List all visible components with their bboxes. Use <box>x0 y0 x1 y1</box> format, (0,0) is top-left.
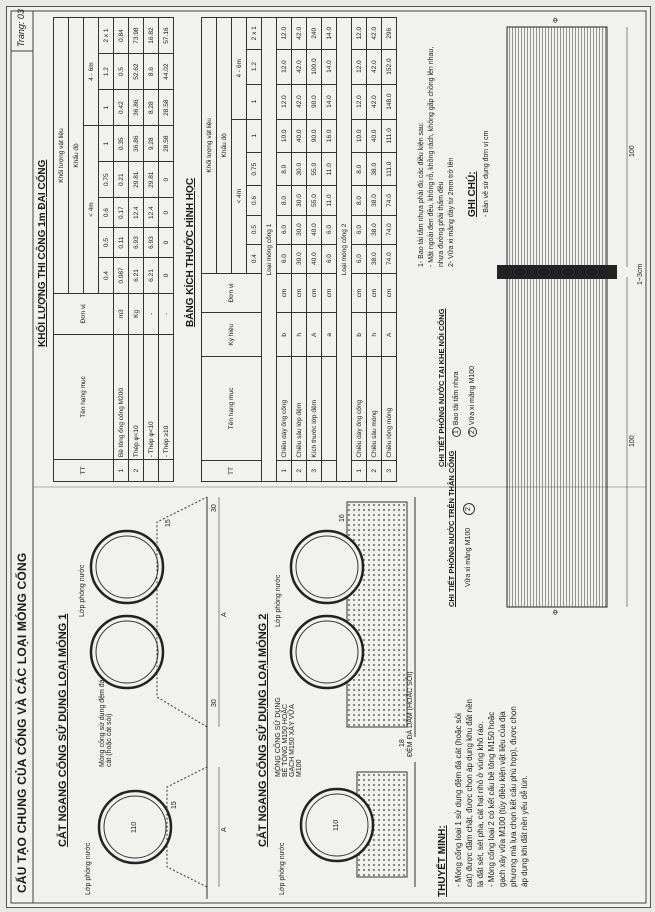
t1-h-tt: TT <box>54 460 114 482</box>
cell: cm <box>277 273 292 313</box>
cell: 12.4 <box>144 198 159 228</box>
cell: 2 <box>129 460 144 482</box>
joint-dim-100b: 100 <box>629 145 636 157</box>
s1-dim-A: A <box>221 827 228 832</box>
cell: 6.21 <box>144 257 159 293</box>
cell: 74.0 <box>382 215 397 244</box>
cell: cm <box>367 273 382 313</box>
cell: 12.0 <box>352 18 367 50</box>
cell: m3 <box>114 294 129 335</box>
cell: 12.4 <box>129 198 144 228</box>
cell: 8.28 <box>144 90 159 126</box>
cell: 0.087 <box>114 257 129 293</box>
s1-dim-15a: 15 <box>171 801 178 809</box>
cell: 240 <box>307 18 322 50</box>
cell: 6.0 <box>352 244 367 273</box>
cell: 0.35 <box>114 126 129 162</box>
cell: a <box>322 313 337 357</box>
cell: 28.58 <box>159 126 174 162</box>
t2-group1: Loại móng cống 1 <box>262 18 277 482</box>
t2-h-diam: Khẩu độ <box>217 18 232 274</box>
joint-item-num: 1 <box>452 427 461 437</box>
main-title: CẤU TẠO CHUNG CỦA CỐNG VÀ CÁC LOẠI MÓNG CỐNG <box>15 552 29 893</box>
table-row <box>129 18 144 482</box>
cell: 6.21 <box>129 257 144 293</box>
cell: Chiều sâu móng <box>367 357 382 460</box>
cell: 42.0 <box>367 84 382 119</box>
cell: 30.0 <box>292 244 307 273</box>
section1-title: CẮT NGANG CỐNG SỬ DỤNG LOẠI MÓNG 1 <box>57 613 69 847</box>
t2-col: 0.5 <box>247 215 262 244</box>
cell: 6.0 <box>322 244 337 273</box>
cell: 36.86 <box>129 126 144 162</box>
cell: 100.0 <box>307 49 322 84</box>
cell: 6.0 <box>277 215 292 244</box>
cell: 0 <box>159 257 174 293</box>
cell: - <box>159 294 174 335</box>
page-label: Trang: 03 <box>16 9 26 47</box>
t2-col: 0.75 <box>247 153 262 186</box>
t1-h-group: Khối lượng vật liệu <box>54 18 69 294</box>
cell: 38.0 <box>367 153 382 186</box>
cell: 296 <box>382 18 397 50</box>
cell: 40.0 <box>307 215 322 244</box>
t1-h-range: 4 - 6m <box>84 18 99 126</box>
explain-line: phương mà lựa chọn kết cấu phù hợp), được chọn <box>509 706 518 887</box>
detail-body-mark: 2 <box>463 503 475 515</box>
t1-col: 0.75 <box>99 162 114 198</box>
joint-item-num: 2 <box>468 427 477 437</box>
t2-col: 0.4 <box>247 244 262 273</box>
joint-dim-gap: 1~3cm <box>637 263 644 285</box>
s1-base-label: Móng cống sử dụng đệm đá cát (hoặc cát sỏi) <box>99 679 113 767</box>
cell: 57.16 <box>159 18 174 54</box>
section2-title: CẮT NGANG CỐNG SỬ DỤNG LOẠI MÓNG 2 <box>257 613 269 847</box>
table-row <box>114 18 129 482</box>
cell: 0 <box>159 228 174 258</box>
cell: Chiều dày ống cống <box>277 357 292 460</box>
cell <box>159 460 174 482</box>
cell: 152.0 <box>382 49 397 84</box>
cell: 29.81 <box>144 162 159 198</box>
cell: 40.0 <box>307 244 322 273</box>
cell: 0 <box>159 198 174 228</box>
cell: 6.0 <box>277 244 292 273</box>
cell: h <box>367 313 382 357</box>
cell: 11.0 <box>322 153 337 186</box>
cell: 16.0 <box>322 119 337 152</box>
cell: 6.93 <box>129 228 144 258</box>
table-row <box>382 18 397 482</box>
t1-col: 1 <box>99 126 114 162</box>
cell: b <box>352 313 367 357</box>
cell: 0.5 <box>114 54 129 90</box>
cell: 0.21 <box>114 162 129 198</box>
cell: 6.0 <box>322 215 337 244</box>
cell: 55.0 <box>307 186 322 215</box>
cell: 44.02 <box>159 54 174 90</box>
cell: 6.0 <box>352 215 367 244</box>
t2-h-group: Khối lượng vật liệu <box>202 18 217 274</box>
s1-dim-30b: 30 <box>211 504 218 512</box>
cell: - Thép φ<10 <box>144 334 159 459</box>
cell <box>322 357 337 460</box>
t1-col: 0.5 <box>99 228 114 258</box>
explain-line: - Móng cống loại 2 có kết cấu bê tông M150 hoặc <box>487 711 496 887</box>
t2-h-unit: Đơn vị <box>202 273 262 313</box>
cell: cm <box>352 273 367 313</box>
cell: 10.0 <box>277 119 292 152</box>
cell: 2 <box>292 460 307 481</box>
cell: 12.0 <box>277 84 292 119</box>
t2-h-tt: TT <box>202 460 262 481</box>
cell: 29.81 <box>129 162 144 198</box>
joint-item-text: Vữa xi măng M100 <box>469 365 476 426</box>
joint-dim-100a: 100 <box>629 435 636 447</box>
cell: A <box>382 313 397 357</box>
cell: 0.17 <box>114 198 129 228</box>
cell: cm <box>322 273 337 313</box>
t2-col: 1.2 <box>247 49 262 84</box>
t1-col: 2 x 1 <box>99 18 114 54</box>
table-row <box>367 18 382 482</box>
t2-col: 1 <box>247 84 262 119</box>
explain-line: gạch xây vữa M100 (tùy điều kiện vật liệu của địa <box>498 711 507 887</box>
ghichu-line: - Bản vẽ sử dụng đơn vị cm <box>483 130 490 217</box>
cell: 74.0 <box>382 244 397 273</box>
cell: 14.0 <box>322 84 337 119</box>
cell: 1 <box>352 460 367 481</box>
s1-dim-A2: A <box>221 612 228 617</box>
cell: A <box>307 313 322 357</box>
t1-h-item: Tên hạng mục <box>54 334 114 459</box>
explain-title: THUYẾT MINH: <box>437 825 448 897</box>
cell: 30.0 <box>292 215 307 244</box>
cell: Bê tông ống cống M200 <box>114 334 129 459</box>
cell: 12.0 <box>277 18 292 50</box>
t2-group2: Loại móng cống 2 <box>337 18 352 482</box>
t2-h-lt4: < 4m <box>232 119 247 273</box>
cell: 111.0 <box>382 119 397 152</box>
t2-h-range: 4 - 6m <box>232 18 247 120</box>
explain-line: cát) được đầm chặt, được chọn áp dụng khu đất nền <box>465 699 474 887</box>
cell: 12.0 <box>352 49 367 84</box>
t1-col: 0.6 <box>99 198 114 228</box>
s1-dim-110: 110 <box>131 821 138 833</box>
cell: Thép φ<10 <box>129 334 144 459</box>
s1-waterproof-left: Lớp phòng nước <box>85 842 92 895</box>
cell: 74.0 <box>382 186 397 215</box>
cell: 148.0 <box>382 84 397 119</box>
joint-dim-phi-a: Φ <box>553 609 560 615</box>
cell: 14.0 <box>322 18 337 50</box>
cell: 40.0 <box>292 119 307 152</box>
cell: 8.0 <box>277 153 292 186</box>
joint-dim-phi-b: Φ <box>553 17 560 23</box>
explain-line: là đất sét, sét pha, cát hạt nhỏ ở vùng khô ráo. <box>476 721 485 887</box>
cell: 12.0 <box>277 49 292 84</box>
s1-dim-15b: 15 <box>165 519 172 527</box>
cell: 8.6 <box>144 54 159 90</box>
t2-h-sym: Ký hiệu <box>202 313 262 357</box>
joint-item-text: Bao tải tẩm nhựa <box>453 371 460 426</box>
cell: 10.0 <box>352 119 367 152</box>
cell: 90.0 <box>307 119 322 152</box>
detail-joint-title: CHI TIẾT PHÒNG NƯỚC TẠI KHE NỐI CỐNG <box>437 308 446 467</box>
t1-col: 0.4 <box>99 257 114 293</box>
cell: 111.0 <box>382 153 397 186</box>
cell: 1 <box>114 460 129 482</box>
cell: cm <box>382 273 397 313</box>
cell: 0.84 <box>114 18 129 54</box>
cell: 38.0 <box>367 186 382 215</box>
cell: 30.0 <box>292 153 307 186</box>
table1-title: KHỐI LƯỢNG THI CÔNG 1m ĐẠI CỐNG <box>37 159 48 347</box>
cell: cm <box>292 273 307 313</box>
cell: 90.0 <box>307 84 322 119</box>
cell: 2 <box>367 460 382 481</box>
t1-col: 1.2 <box>99 54 114 90</box>
cell: Kg <box>129 294 144 335</box>
t2-col: 1 <box>247 119 262 152</box>
cell: 0 <box>159 162 174 198</box>
t1-h-lt4: < 4m <box>84 126 99 294</box>
t1-h-diam: Khẩu độ <box>69 18 84 294</box>
cell <box>322 460 337 481</box>
table-row <box>144 18 159 482</box>
table-row <box>277 18 292 482</box>
rotated-drawing <box>7 7 650 907</box>
cell: 73.98 <box>129 18 144 54</box>
cell: b <box>277 313 292 357</box>
table-row <box>292 18 307 482</box>
note-line: 1- Bao tải tẩm nhựa phải đủ các điều kiện sau: <box>418 122 425 267</box>
cell: 0.42 <box>114 90 129 126</box>
table1 <box>53 17 174 482</box>
drawing-sheet <box>6 6 651 908</box>
cell: 6.93 <box>144 228 159 258</box>
cell: cm <box>307 273 322 313</box>
table-row <box>159 18 174 482</box>
s1-waterproof-right: Lớp phòng nước <box>79 564 86 617</box>
cell: 42.0 <box>292 18 307 50</box>
cell: Kích thước lớp đệm <box>307 357 322 460</box>
explain-line: áp dụng khi đất nền yếu dễ lún. <box>520 775 529 887</box>
cell: 14.0 <box>322 49 337 84</box>
s2-gravel-label: ĐỆM ĐÁ DĂM (HOẶC SỎI) <box>407 671 414 757</box>
cell <box>144 460 159 482</box>
cell: Chiều rộng móng <box>382 357 397 460</box>
cell: 38.0 <box>367 244 382 273</box>
explain-line: - Móng cống loại 1 sử dụng đệm đá cát (hoặc sỏi <box>454 713 463 887</box>
cell: Chiều dày ống cống <box>352 357 367 460</box>
cell: - <box>144 294 159 335</box>
ghichu-title: GHI CHÚ: <box>467 171 478 217</box>
notes-block <box>417 17 457 267</box>
cell: 16.82 <box>144 18 159 54</box>
note-line: 2- Vữa xi măng dày từ 2mm trở lên <box>448 157 455 267</box>
table-row <box>307 18 322 482</box>
s2-dim-110: 110 <box>333 819 340 831</box>
cell: 3 <box>307 460 322 481</box>
cell: 8.0 <box>352 153 367 186</box>
cell: 11.0 <box>322 186 337 215</box>
cell: h <box>292 313 307 357</box>
cell: - Thép ≥10 <box>159 334 174 459</box>
table2-title: BẢNG KÍCH THƯỚC HÌNH HỌC <box>185 177 196 327</box>
cell: 3 <box>382 460 397 481</box>
cell: 30.0 <box>292 186 307 215</box>
t1-h-unit: Đơn vị <box>54 294 114 335</box>
cell: 38.0 <box>367 215 382 244</box>
cell: 52.62 <box>129 54 144 90</box>
detail-body-label: Vữa xi măng M100 <box>465 527 472 587</box>
detail-body-title: CHI TIẾT PHÒNG NƯỚC TRÊN THÂN CỐNG <box>447 450 456 607</box>
cell: 40.0 <box>367 119 382 152</box>
cell: 12.0 <box>352 84 367 119</box>
t2-col: 0.6 <box>247 186 262 215</box>
cell: 55.0 <box>307 153 322 186</box>
note-line: nhựa đường phải thấm đều <box>438 181 445 267</box>
cell: 36.86 <box>129 90 144 126</box>
t2-col: 2 x 1 <box>247 18 262 50</box>
s2-base-label: MÓNG CỐNG SỬ DỤNG BÊ TÔNG M150 HOẶC GẠCH M150 XÂY VỮA M100 <box>275 697 303 777</box>
cell: 9.28 <box>144 126 159 162</box>
cell: 42.0 <box>292 84 307 119</box>
s2-waterproof-left: Lớp phòng nước <box>279 842 286 895</box>
s2-waterproof-right: Lớp phòng nước <box>275 574 282 627</box>
s2-dim-18: 18 <box>399 739 406 747</box>
cell: 0.11 <box>114 228 129 258</box>
cell: Chiều sâu lớp đệm <box>292 357 307 460</box>
cell: 1 <box>277 460 292 481</box>
table2 <box>201 17 397 482</box>
s2-dim-16: 16 <box>339 514 346 522</box>
cell: 42.0 <box>367 49 382 84</box>
cell: 8.0 <box>277 186 292 215</box>
cell: 28.58 <box>159 90 174 126</box>
cell: 42.0 <box>292 49 307 84</box>
cell: 42.0 <box>367 18 382 50</box>
table-row <box>352 18 367 482</box>
t2-h-item: Tên hạng mục <box>202 357 262 460</box>
table-row <box>322 18 337 482</box>
cell: 8.0 <box>352 186 367 215</box>
t1-col: 1 <box>99 90 114 126</box>
s1-dim-30a: 30 <box>211 699 218 707</box>
note-line: - Mặt ngoài đen đều, không rỗ, không rách, không gấp chồng lên nhau, <box>428 46 435 267</box>
